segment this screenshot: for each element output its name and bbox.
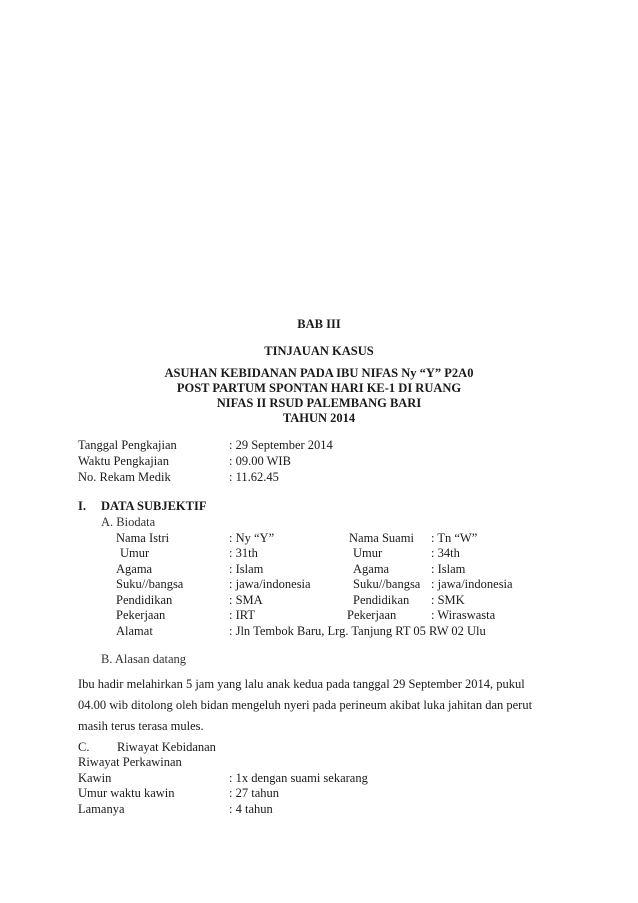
biodata-value-wife: : Ny “Y”: [229, 531, 275, 545]
assessment-time-label: Waktu Pengkajian: [78, 454, 169, 468]
biodata-label-wife: Nama Istri: [116, 531, 170, 545]
biodata-label-age-wife: Umur: [120, 546, 150, 560]
biodata-label-religion-husband: Agama: [353, 562, 390, 576]
marriage-count-value: : 1x dengan suami sekarang: [229, 771, 368, 785]
title-line-1: ASUHAN KEBIDANAN PADA IBU NIFAS Ny “Y” P2A0: [164, 366, 474, 380]
biodata-value-education-husband: : SMK: [431, 593, 465, 607]
section-c-letter: C.: [78, 740, 90, 754]
biodata-value-address: : Jln Tembok Baru, Lrg. Tanjung RT 05 RW 02 Ulu: [229, 624, 486, 638]
biodata-heading: A. Biodata: [101, 515, 156, 529]
medical-record-label: No. Rekam Medik: [78, 470, 171, 484]
assessment-date-label: Tanggal Pengkajian: [78, 438, 177, 452]
biodata-label-occupation-wife: Pekerjaan: [116, 608, 166, 622]
biodata-label-husband: Nama Suami: [349, 531, 414, 545]
biodata-label-address: Alamat: [116, 624, 153, 638]
biodata-value-occupation-husband: : Wiraswasta: [431, 608, 496, 622]
biodata-label-education-husband: Pendidikan: [353, 593, 410, 607]
reason-line-1: Ibu hadir melahirkan 5 jam yang lalu anak kedua pada tanggal 29 September 2014, pukul: [78, 677, 525, 691]
section-heading: TINJAUAN KASUS: [264, 344, 374, 358]
biodata-value-education-wife: : SMA: [229, 593, 263, 607]
biodata-label-education-wife: Pendidikan: [116, 593, 173, 607]
title-line-4: TAHUN 2014: [282, 411, 356, 425]
section-c-subtitle: Riwayat Perkawinan: [78, 755, 182, 769]
marriage-count-label: Kawin: [78, 771, 112, 785]
biodata-value-occupation-wife: : IRT: [229, 608, 255, 622]
biodata-label-age-husband: Umur: [353, 546, 383, 560]
biodata-value-ethnicity-husband: : jawa/indonesia: [431, 577, 513, 591]
chapter-heading: BAB III: [297, 317, 341, 331]
biodata-value-age-wife: : 31th: [229, 546, 258, 560]
biodata-label-ethnicity-wife: Suku//bangsa: [116, 577, 184, 591]
assessment-date-value: : 29 September 2014: [229, 438, 333, 452]
medical-record-value: : 11.62.45: [229, 470, 279, 484]
section-i-number: I.: [78, 499, 86, 513]
biodata-label-religion-wife: Agama: [116, 562, 153, 576]
title-line-3: NIFAS II RSUD PALEMBANG BARI: [216, 396, 422, 410]
biodata-value-age-husband: : 34th: [431, 546, 460, 560]
marriage-duration-value: : 4 tahun: [229, 802, 273, 816]
biodata-value-husband: : Tn “W”: [431, 531, 478, 545]
reason-heading: B. Alasan datang: [101, 652, 187, 666]
marriage-age-label: Umur waktu kawin: [78, 786, 175, 800]
biodata-value-ethnicity-wife: : jawa/indonesia: [229, 577, 311, 591]
biodata-label-ethnicity-husband: Suku//bangsa: [353, 577, 421, 591]
biodata-value-religion-wife: : Islam: [229, 562, 264, 576]
section-i-title: DATA SUBJEKTIF: [101, 499, 207, 513]
title-line-2: POST PARTUM SPONTAN HARI KE-1 DI RUANG: [176, 381, 462, 395]
reason-line-2: 04.00 wib ditolong oleh bidan mengeluh nyeri pada perineum akibat luka jahitan dan perut: [78, 698, 533, 712]
reason-line-3: masih terus terasa mules.: [78, 719, 204, 733]
marriage-age-value: : 27 tahun: [229, 786, 279, 800]
assessment-time-value: : 09.00 WIB: [229, 454, 291, 468]
marriage-duration-label: Lamanya: [78, 802, 125, 816]
section-c-title: Riwayat Kebidanan: [117, 740, 216, 754]
biodata-label-occupation-husband: Pekerjaan: [347, 608, 397, 622]
biodata-value-religion-husband: : Islam: [431, 562, 466, 576]
